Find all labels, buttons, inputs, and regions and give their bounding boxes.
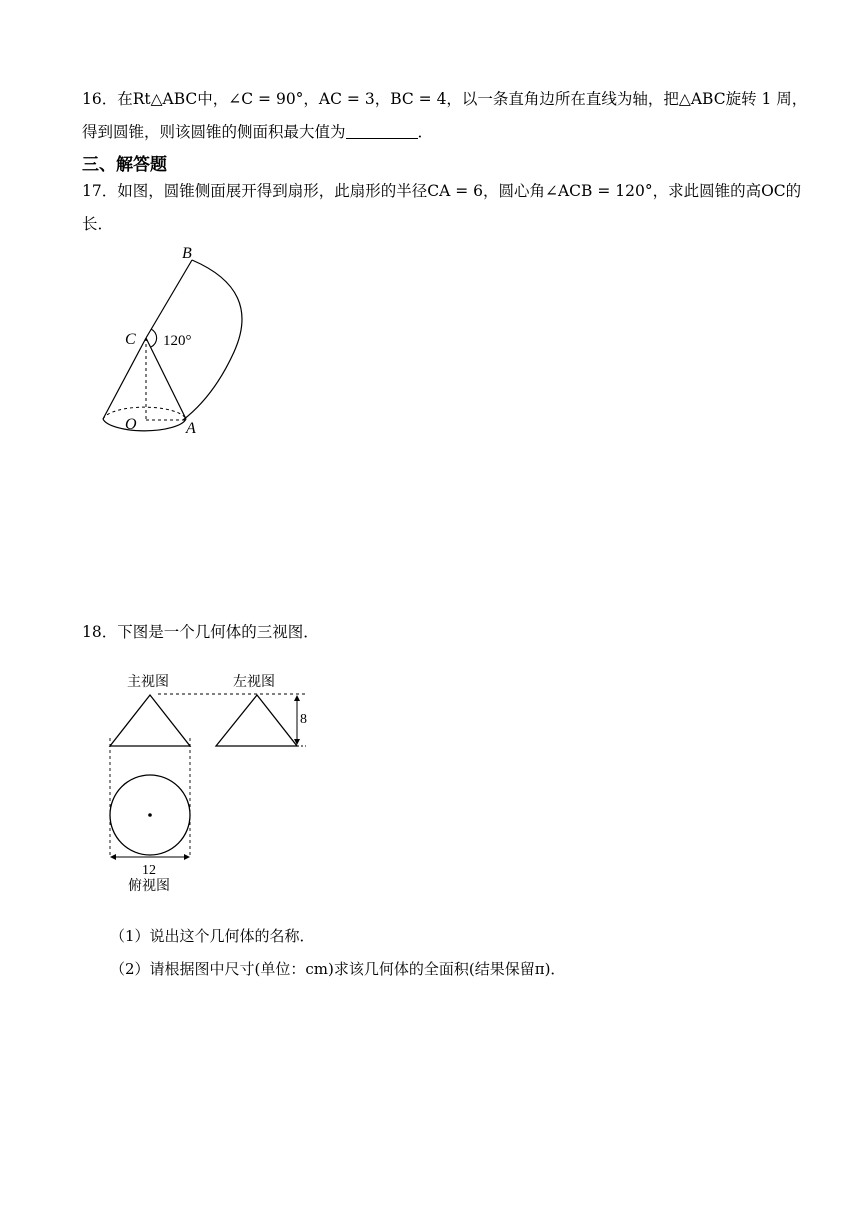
sector-edge-cb bbox=[146, 260, 192, 338]
label-o: O bbox=[125, 416, 137, 433]
front-view-label: 主视图 bbox=[127, 674, 169, 690]
sector-arc bbox=[183, 260, 242, 420]
angle-label: 120° bbox=[163, 333, 192, 349]
top-view-label: 俯视图 bbox=[128, 878, 170, 894]
cone-side-left bbox=[103, 338, 146, 419]
q16-line-2-end: ． bbox=[417, 123, 434, 141]
q18-part-1: （1）说出这个几何体的名称． bbox=[110, 927, 315, 945]
angle-arc bbox=[151, 329, 157, 347]
label-b: B bbox=[182, 245, 192, 262]
cone-sector-figure bbox=[95, 238, 255, 438]
cone-base-back bbox=[103, 407, 186, 419]
answer-blank[interactable] bbox=[346, 124, 418, 139]
q17-line-2: 长． bbox=[82, 215, 114, 233]
q18-part-2: （2）请根据图中尺寸(单位：cm)求该几何体的全面积(结果保留π)． bbox=[110, 960, 566, 978]
height-label: 8 bbox=[300, 712, 307, 727]
three-views-figure bbox=[100, 664, 330, 900]
left-view-triangle bbox=[216, 695, 297, 746]
q16-line-2-text: 得到圆锥，则该圆锥的侧面积最大值为 bbox=[82, 123, 346, 141]
q16-line-1: 16．在Rt△ABC中，∠C = 90°，AC = 3，BC = 4，以一条直角边所在直线为轴，把△ABC旋转 1 周， bbox=[82, 90, 808, 108]
q18-line-1: 18．下图是一个几何体的三视图． bbox=[82, 623, 319, 641]
q16-line-2 bbox=[82, 122, 433, 142]
q17-line-1: 17．如图，圆锥侧面展开得到扇形，此扇形的半径CA = 6，圆心角∠ACB = 120°，求此圆锥的高OC的 bbox=[82, 182, 802, 200]
label-c: C bbox=[125, 331, 136, 348]
label-a: A bbox=[186, 420, 196, 437]
cone-side-right bbox=[146, 338, 186, 419]
left-view-label: 左视图 bbox=[233, 674, 275, 690]
cone-base-front bbox=[103, 419, 186, 431]
center-dot bbox=[148, 813, 152, 817]
front-view-triangle bbox=[110, 695, 190, 746]
width-label: 12 bbox=[142, 863, 156, 878]
section-heading: 三、解答题 bbox=[82, 155, 167, 175]
